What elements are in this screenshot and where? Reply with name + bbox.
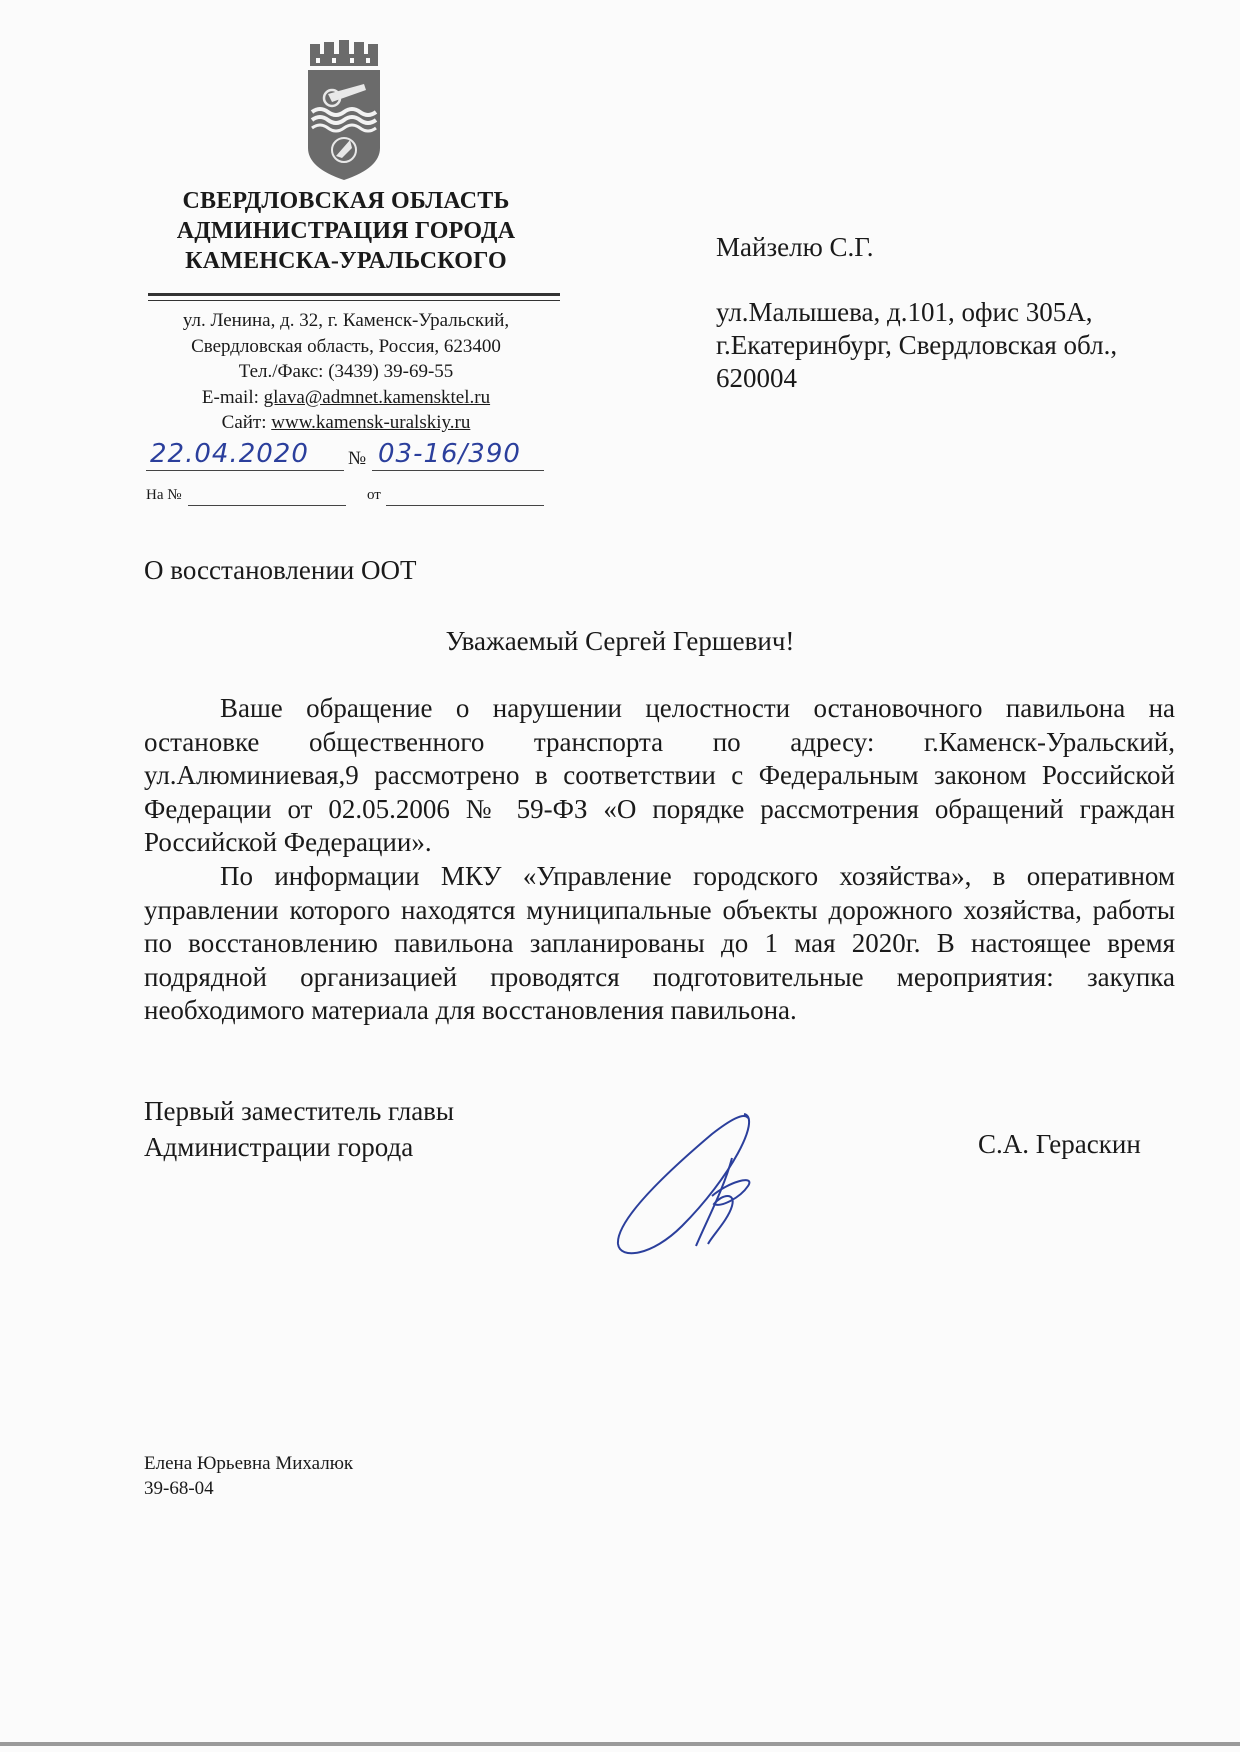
signer-title [144,1093,454,1165]
body-paragraph-1: Ваше обращение о нарушении целостности остановочного павильона на остановке общественного транспорта по адресу: г.Каменск-Уральский, ул.Алюминиевая,9 рассмотрено в соответствии с Федеральным законом Российской Федерации от 02.05.2006 № 59-ФЗ «О порядке рассмотрения обращений граждан Российской Федерации». [144,693,1175,858]
org-line-city: КАМЕНСКА-УРАЛЬСКОГО [185,248,507,274]
recipient-address [716,296,1117,395]
letter-subject: О восстановлении ООТ [144,555,417,585]
scan-bottom-edge [0,1742,1240,1746]
recipient-address-line: 620004 [716,363,797,393]
executor-phone: 39-68-04 [144,1478,214,1499]
reference-date-line [386,505,544,506]
signer-title-line: Первый заместитель главы [144,1096,455,1126]
signer-title-line: Администрации города [144,1132,414,1162]
email-link[interactable]: glava@admnet.kamensktel.ru [263,386,491,408]
coat-of-arms-icon [302,40,386,186]
site-label: Сайт: [221,412,272,433]
org-line-region: СВЕРДЛОВСКАЯ ОБЛАСТЬ [182,188,510,214]
signer-name: С.А. Гераскин [978,1129,1141,1159]
reference-number-line [188,505,346,506]
reference-from-label: от [367,487,381,503]
handwritten-signature-icon [612,1108,772,1260]
recipient-address-line: г.Екатеринбург, Свердловская обл., [716,330,1118,360]
letterhead-divider [148,293,560,296]
organization-title [140,186,552,276]
date-underline [146,470,344,471]
number-underline [372,470,544,471]
body-paragraph-2: По информации МКУ «Управление городского хозяйства», в оперативном управлении которого находятся муниципальные объекты дорожного хозяйства, работы по восстановлению павильона запланированы до 1 мая 2020г. В настоящее время подрядной организацией проводятся подготовительные мероприятия: закупка необходимого материала для восстановления павильона. [144,860,1175,1026]
letter-body [144,692,1175,1028]
address-line-2: Свердловская область, Россия, 623400 [191,335,501,357]
registration-date: 22.04.2020 [150,439,309,469]
phone-fax: Тел./Факс: (3439) 39-69-55 [238,361,454,382]
email-row [140,385,552,411]
letterhead-divider-thin [148,300,560,301]
site-row [140,410,552,436]
recipient-name: Майзелю С.Г. [716,232,874,262]
email-label: E-mail: [201,386,264,408]
org-line-administration: АДМИНИСТРАЦИЯ ГОРОДА [176,218,516,244]
site-link[interactable]: www.kamensk-uralskiy.ru [271,412,471,433]
salutation: Уважаемый Сергей Гершевич! [445,626,795,656]
recipient-address-line: ул.Малышева, д.101, офис 305А, [716,297,1093,327]
executor-name: Елена Юрьевна Михалюк [144,1453,354,1474]
registration-number: 03-16/390 [378,439,521,469]
address-line-1: ул. Ленина, д. 32, г. Каменск-Уральский, [182,310,510,331]
number-label: № [348,448,367,469]
executor-info [144,1451,353,1501]
reference-label: На № [146,487,182,503]
letterhead-contacts [140,308,552,436]
